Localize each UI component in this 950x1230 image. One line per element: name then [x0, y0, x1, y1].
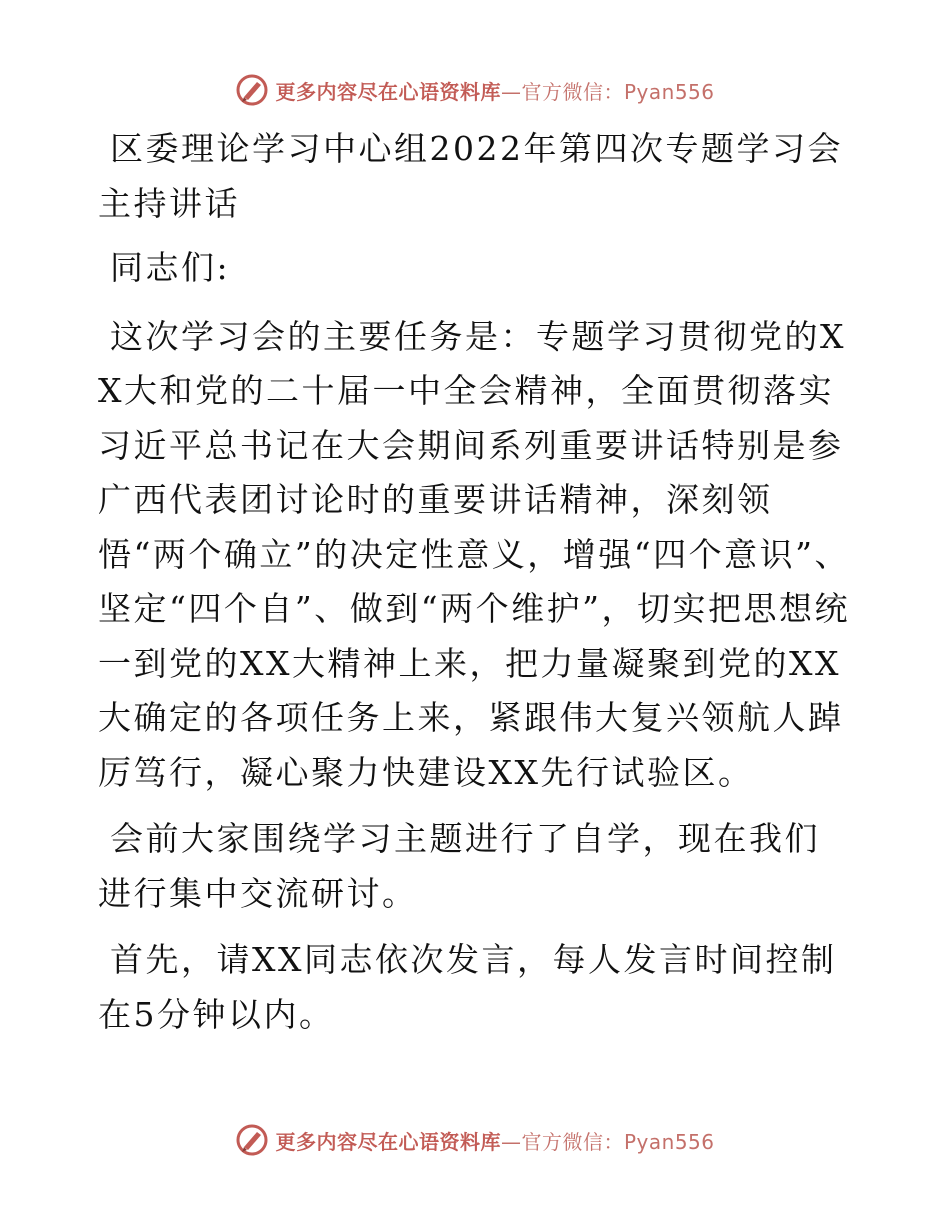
- paragraph: 这次学习会的主要任务是：专题学习贯彻党的XX大和党的二十届一中全会精神，全面贯彻落实习近平总书记在大会期间系列重要讲话特别是参广西代表团讨论时的重要讲话精神，深刻领悟“两个确立”的决定性意义，增强“四个意识”、坚定“四个自”、做到“两个维护”，切实把思想统一到党的XX大精神上来，把力量凝聚到党的XX大确定的各项任务上来，紧跟伟大复兴领航人踔厉笃行，凝心聚力快建设XX先行试验区。: [98, 316, 850, 792]
- quill-pen-logo-icon: [235, 1123, 269, 1157]
- greeting: 同志们:: [110, 248, 231, 287]
- watermark-wechat-id: Pyan556: [623, 1129, 715, 1154]
- watermark-wechat-label: 官方微信：: [521, 1129, 624, 1154]
- watermark-text: [275, 76, 714, 105]
- watermark-footer: [0, 1120, 950, 1160]
- quill-pen-logo-icon: [235, 73, 269, 107]
- watermark-brand: 更多内容尽在心语资料库: [275, 79, 501, 104]
- watermark-dash: —: [500, 1129, 522, 1154]
- document-title: 区委理论学习中心组2022年第四次专题学习会主持讲话: [98, 129, 843, 223]
- document-body: [98, 122, 850, 1042]
- watermark-wechat-label: 官方微信：: [521, 79, 624, 104]
- watermark-dash: —: [500, 79, 522, 104]
- watermark-text: [275, 1126, 714, 1155]
- watermark-wechat-id: Pyan556: [623, 79, 715, 104]
- paragraph: 会前大家围绕学习主题进行了自学，现在我们进行集中交流研讨。: [98, 819, 820, 913]
- watermark-brand: 更多内容尽在心语资料库: [275, 1129, 501, 1154]
- paragraph: 首先，请XX同志依次发言，每人发言时间控制在5分钟以内。: [98, 940, 837, 1034]
- watermark-header: [0, 70, 950, 110]
